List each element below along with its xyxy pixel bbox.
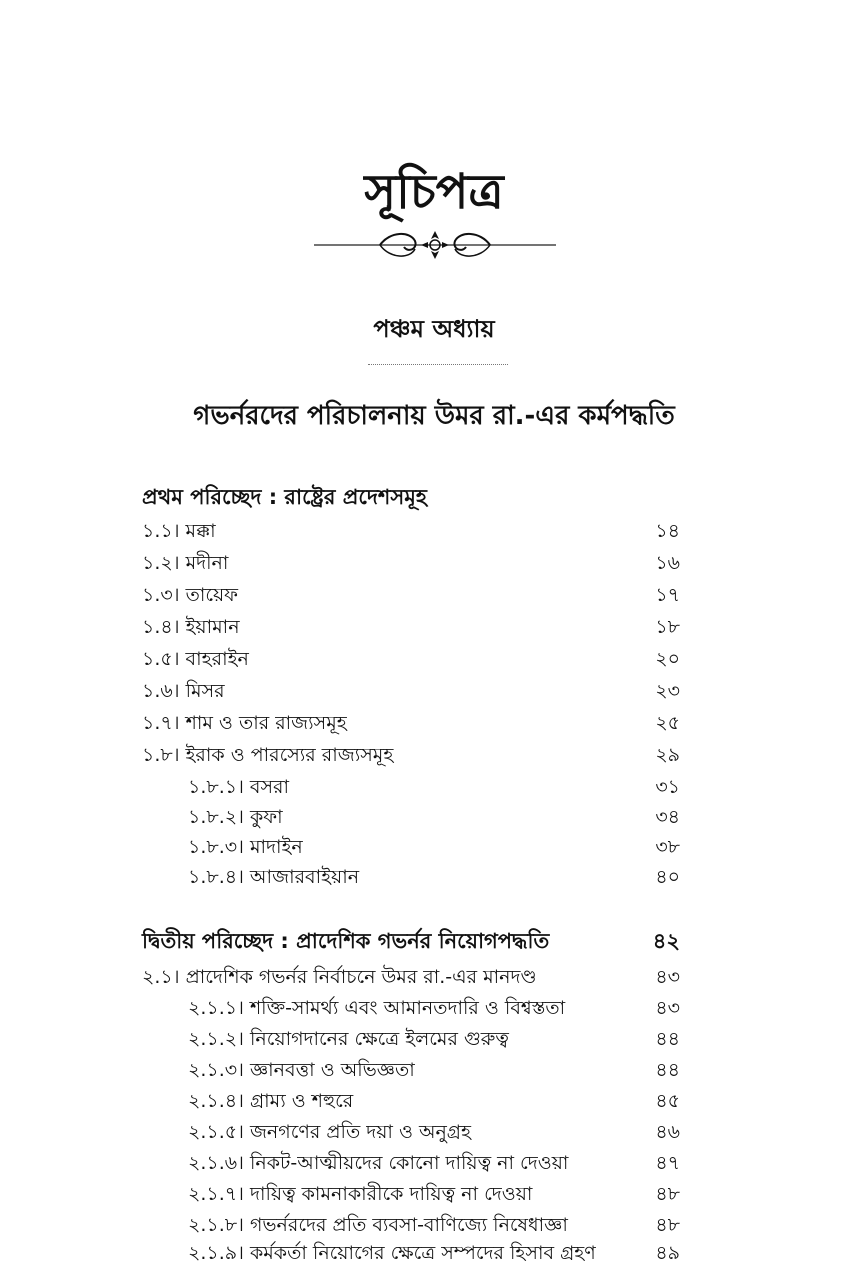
toc-entry [142,740,694,770]
entry-page: ২৩ [655,680,680,702]
entry-number: ২.১.১। [188,997,244,1019]
entry-page: ৪৫ [655,1090,680,1112]
entry-text: গভর্নরদের প্রতি ব্যবসা-বাণিজ্যে নিষেধাজ্ঞা [249,1214,568,1236]
entry-text: মিসর [185,680,225,702]
section-heading-text: দ্বিতীয় পরিচ্ছেদ : প্রাদেশিক গভর্নর নিয়োগপদ্ধতি [142,929,550,953]
entry-page: ১৮ [655,616,680,638]
entry-number: ২.১.৬। [188,1152,244,1174]
entry-text: শক্তি-সামর্থ্য এবং আমানতদারি ও বিশ্বস্ততা [249,997,566,1019]
section-heading [142,482,694,512]
entry-number: ২.১.৩। [188,1059,244,1081]
entry-number: ১.৮.২। [188,806,244,828]
ornament-divider-icon [310,225,560,265]
entry-number: ১.৩। [142,584,180,606]
entry-number: ২.১.২। [188,1028,244,1050]
toc-entry [142,962,694,992]
toc-subentry [188,1210,694,1240]
chapter-label: পঞ্চম অধ্যায় [373,315,495,343]
entry-text: শাম ও তার রাজ্যসমূহ [185,712,347,734]
entry-page: ৪৮ [655,1183,680,1205]
entry-page: ৪৭ [655,1152,680,1174]
entry-text: ইরাক ও পারস্যের রাজ্যসমূহ [185,744,394,766]
entry-number: ২.১.৯। [188,1242,244,1264]
entry-page: ১৭ [655,584,680,606]
entry-page: ৪৩ [655,997,680,1019]
entry-page: ৩৮ [655,836,680,858]
toc-subentry [188,1148,694,1178]
section-heading [142,926,694,956]
entry-number: ১.৮.৪। [188,866,244,888]
toc-subentry [188,1238,694,1268]
entry-page: ৪৪ [655,1059,680,1081]
toc-entry [142,580,694,610]
entry-number: ২.১.৮। [188,1214,244,1236]
section-heading-text: প্রথম পরিচ্ছেদ : রাষ্ট্রের প্রদেশসমূহ [142,485,427,509]
entry-text: জনগণের প্রতি দয়া ও অনুগ্রহ [249,1121,472,1143]
page-title: সূচিপত্র [364,164,504,220]
entry-text: মদীনা [185,552,229,574]
entry-text: মক্কা [185,520,216,542]
section-page-number: ৪২ [652,929,680,953]
toc-subentry [188,1179,694,1209]
toc-subentry [188,1055,694,1085]
toc-entry [142,644,694,674]
entry-number: ১.২। [142,552,180,574]
entry-number: ১.৬। [142,680,180,702]
toc-subentry [188,862,694,892]
entry-number: ২.১.৪। [188,1090,244,1112]
entry-page: ৪০ [655,866,680,888]
entry-text: তায়েফ [185,584,239,606]
entry-text: গ্রাম্য ও শহুরে [249,1090,354,1112]
entry-number: ২.১.৫। [188,1121,244,1143]
entry-number: ১.৮.১। [188,776,244,798]
entry-number: ১.৪। [142,616,180,638]
entry-number: ১.৮। [142,744,180,766]
toc-subentry [188,1086,694,1116]
entry-text: কুফা [249,806,283,828]
entry-number: ১.৭। [142,712,180,734]
dotted-divider [368,364,508,365]
entry-text: প্রাদেশিক গভর্নর নির্বাচনে উমর রা.-এর মানদণ্ড [185,966,537,988]
entry-page: ৩১ [655,776,680,798]
toc-subentry [188,772,694,802]
toc-subentry [188,1117,694,1147]
toc-entry [142,676,694,706]
entry-page: ৩৪ [655,806,680,828]
entry-number: ১.৫। [142,648,180,670]
entry-page: ৪৮ [655,1214,680,1236]
entry-text: নিকট-আত্মীয়দের কোনো দায়িত্ব না দেওয়া [249,1152,569,1174]
entry-text: ইয়ামান [185,616,240,638]
entry-text: জ্ঞানবত্তা ও অভিজ্ঞতা [249,1059,415,1081]
toc-subentry [188,832,694,862]
chapter-title: গভর্নরদের পরিচালনায় উমর রা.-এর কর্মপদ্ধতি [193,401,675,431]
entry-text: আজারবাইয়ান [249,866,360,888]
entry-text: নিয়োগদানের ক্ষেত্রে ইলমের গুরুত্ব [249,1028,509,1050]
entry-number: ২.১.৭। [188,1183,244,1205]
entry-text: কর্মকর্তা নিয়োগের ক্ষেত্রে সম্পদের হিসাব গ্রহণ [249,1242,596,1264]
entry-number: ১.৮.৩। [188,836,244,858]
entry-page: ৪৯ [655,1242,680,1264]
entry-text: দায়িত্ব কামনাকারীকে দায়িত্ব না দেওয়া [249,1183,533,1205]
toc-entry [142,516,694,546]
toc-subentry [188,802,694,832]
entry-page: ২০ [655,648,680,670]
entry-text: বসরা [249,776,290,798]
toc-entry [142,612,694,642]
toc-entry [142,708,694,738]
entry-page: ২৯ [655,744,680,766]
entry-page: ৪৬ [655,1121,680,1143]
entry-number: ১.১। [142,520,180,542]
entry-text: বাহরাইন [185,648,249,670]
entry-page: ৪৪ [655,1028,680,1050]
toc-subentry [188,993,694,1023]
entry-page: ৪৩ [655,966,680,988]
toc-subentry [188,1024,694,1054]
entry-page: ১৬ [655,552,680,574]
entry-text: মাদাইন [249,836,303,858]
entry-number: ২.১। [142,966,180,988]
entry-page: ১৪ [655,520,680,542]
toc-entry [142,548,694,578]
entry-page: ২৫ [655,712,680,734]
